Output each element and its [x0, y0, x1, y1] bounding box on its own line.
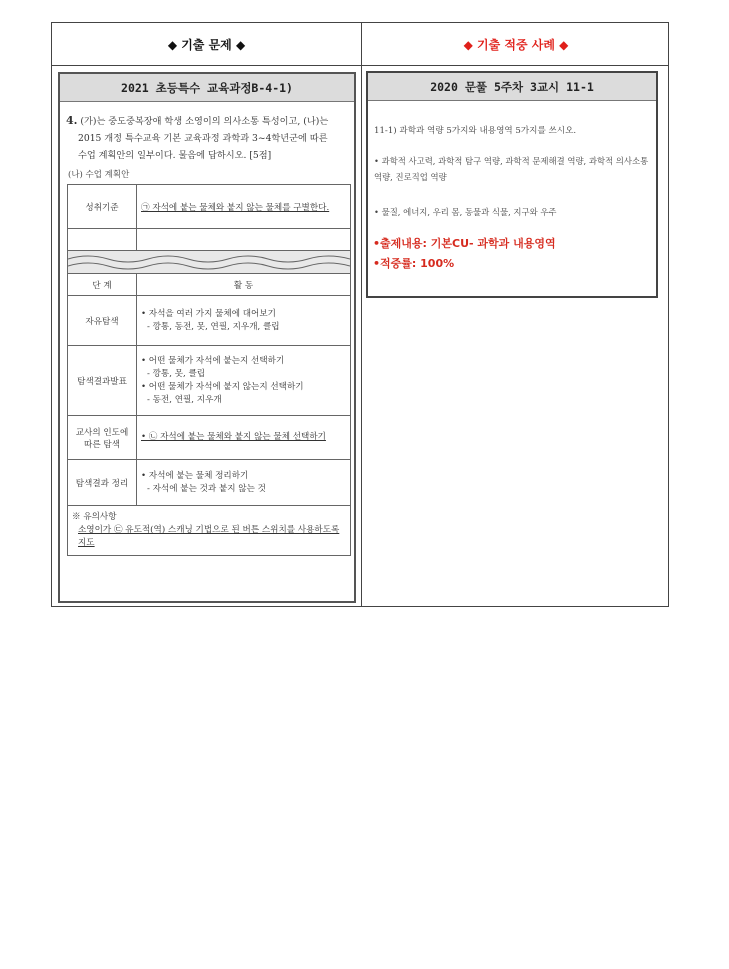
col-step-header: 단 계	[68, 274, 137, 296]
blank-cell	[68, 229, 137, 251]
note-cell	[68, 506, 351, 556]
note-text: 소영이가 ㉢ 유도적(역) 스캐닝 기법으로 된 버튼 스위치를 사용하도록 지도	[78, 525, 340, 548]
blank-cell	[137, 229, 351, 251]
question-line-3: 수업 계획안의 일부이다. 물음에 답하시오. [5점]	[78, 150, 272, 161]
step-label: 탐색결과발표	[68, 346, 137, 416]
step-label: 탐색결과 정리	[68, 460, 137, 506]
header-past-exam: ◆ 기출 문제 ◆	[167, 37, 246, 52]
lesson-plan-table	[67, 184, 351, 556]
question-number: 4.	[66, 114, 78, 127]
activity-line: • 자석을 여러 가지 물체에 대어보기	[141, 308, 276, 319]
hit-result-content: •출제내용: 기본CU- 과학과 내용영역	[373, 237, 556, 250]
hit-question: 11-1) 과학과 역량 5가지와 내용영역 5가지를 쓰시오.	[374, 126, 577, 136]
activity-line: - 깡통, 못, 클립	[147, 368, 206, 379]
exam-title: 2021 초등특수 교육과정B-4-1)	[60, 74, 354, 102]
activity-cell	[137, 460, 351, 506]
activity-line: - 자석에 붙는 것과 붙지 않는 것	[147, 483, 266, 494]
activity-line: • 자석에 붙는 물체 정리하기	[141, 470, 249, 481]
activity-cell	[137, 416, 351, 460]
column-divider	[361, 23, 362, 606]
hit-title: 2020 문풀 5주차 3교시 11-1	[368, 73, 656, 101]
comparison-table	[51, 22, 669, 607]
question-text	[66, 112, 350, 164]
note-title: ※ 유의사항	[72, 512, 117, 522]
step-label: 교사의 인도에 따른 탐색	[68, 416, 137, 460]
exam-question-panel	[58, 72, 356, 603]
header-hit-case: ◆ 기출 적중 사례 ◆	[463, 37, 569, 52]
activity-cell	[137, 346, 351, 416]
standard-text: ㉠ 자석에 붙는 물체와 붙지 않는 물체를 구별한다.	[137, 185, 351, 229]
question-line-2: 2015 개정 특수교육 기본 교육과정 과학과 3~4학년군에 따른	[78, 133, 328, 144]
activity-line: - 동전, 연필, 지우개	[147, 394, 222, 405]
question-line-1: (가)는 중도중복장애 학생 소영이의 의사소통 특성이고, (나)는	[80, 116, 329, 127]
sub-label: (나) 수업 계획안	[68, 170, 130, 180]
hit-bullet-competencies: • 과학적 사고력, 과학적 탐구 역량, 과학적 문제해결 역량, 과학적 의사소통 역량, 진로직업 역량	[374, 156, 649, 182]
col-activity-header: 활 동	[137, 274, 351, 296]
header-divider	[52, 65, 668, 66]
wave-break-graphic	[68, 251, 350, 273]
activity-line: • 어떤 물체가 자석에 붙는지 선택하기	[141, 355, 285, 366]
hit-case-panel	[366, 71, 658, 298]
standard-label: 성취기준	[68, 185, 137, 229]
activity-line: • 어떤 물체가 자석에 붙지 않는지 선택하기	[141, 381, 304, 392]
hit-result-rate: •적중률: 100%	[373, 257, 455, 270]
hit-bullet-content-areas: • 물질, 에너지, 우리 몸, 동물과 식물, 지구와 우주	[374, 207, 557, 217]
wave-break	[68, 251, 351, 274]
activity-cell	[137, 296, 351, 346]
activity-line: • ㉡ 자석에 붙는 물체와 붙지 않는 물체 선택하기	[141, 432, 326, 442]
activity-line: - 깡통, 동전, 못, 연필, 지우개, 클립	[147, 321, 280, 332]
step-label: 자유탐색	[68, 296, 137, 346]
